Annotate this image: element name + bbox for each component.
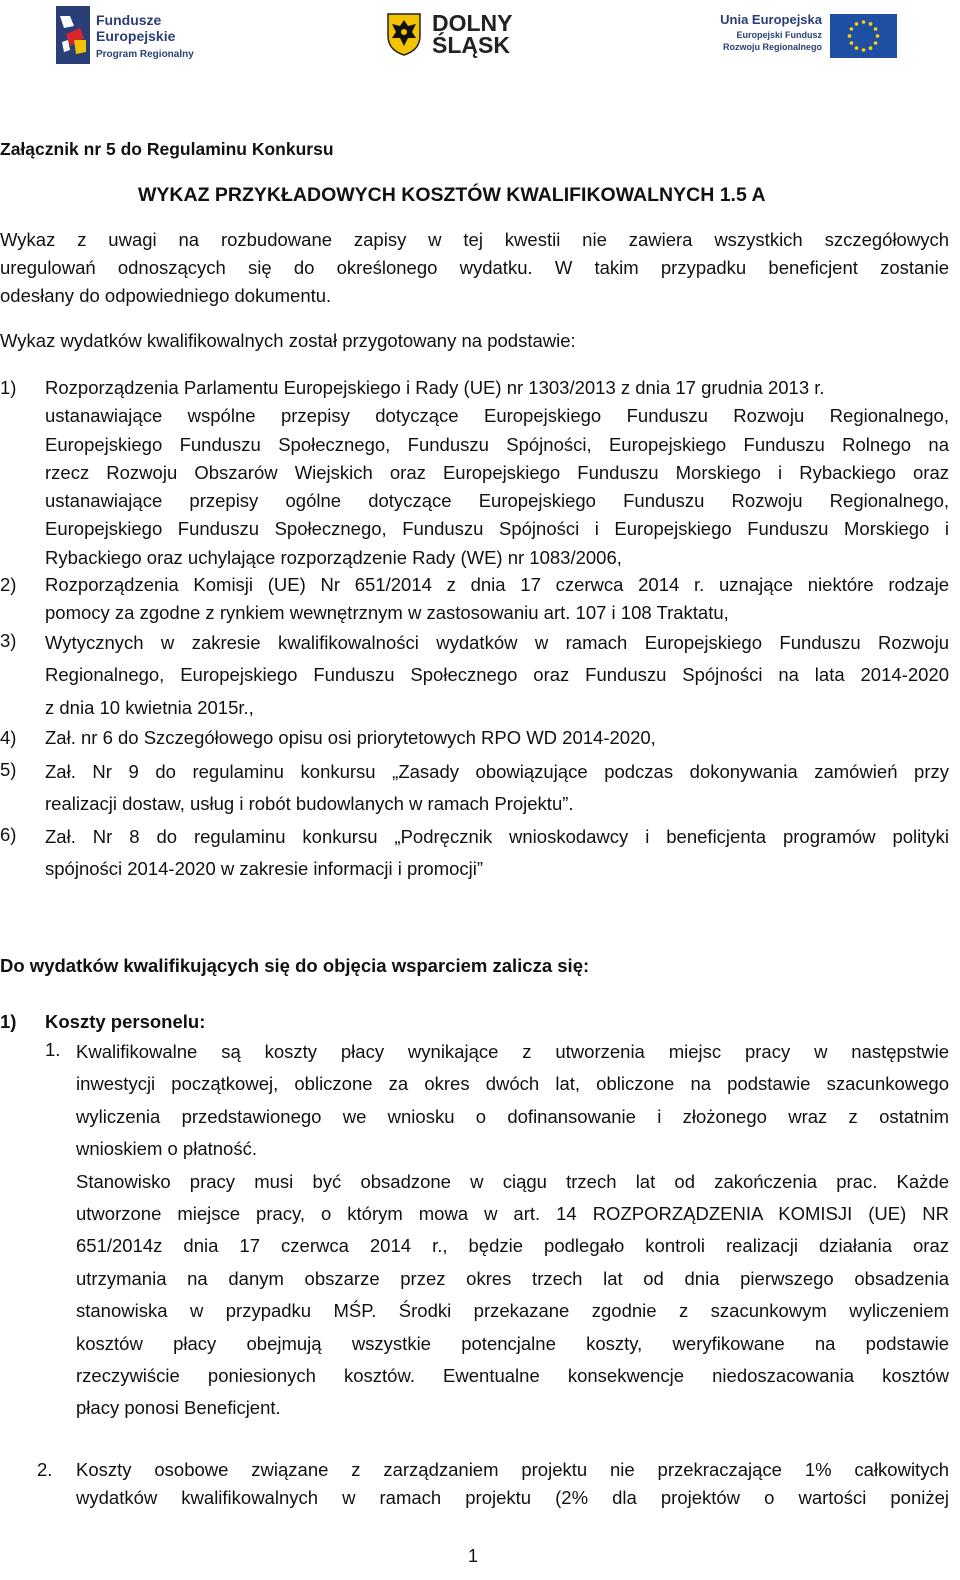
list-item	[45, 374, 949, 572]
unia-europejska-text: Unia Europejska Europejski Fundusz Rozwoju Regionalnego	[720, 12, 822, 52]
list-item-number: 5)	[0, 759, 17, 780]
list-item	[45, 821, 949, 886]
annex-label: Załącznik nr 5 do Regulaminu Konkursu	[0, 139, 334, 159]
list-line: Zał. Nr 9 do regulaminu konkursu „Zasady obowiązujące podczas dokonywania zamówień przy	[45, 761, 949, 782]
list-line: ustanawiające wspólne przepisy dotyczące Europejskiego Funduszu Rozwoju Regionalnego,	[45, 405, 949, 427]
list-item-number: 4)	[0, 727, 17, 748]
fundusze-europejskie-text: Fundusze Europejskie Program Regionalny	[96, 12, 194, 60]
list-item-number: 3)	[0, 630, 17, 651]
basis-sentence: Wykaz wydatków kwalifikowalnych został przygotowany na podstawie:	[0, 330, 576, 351]
unia-europejska-logo	[712, 12, 897, 60]
intro-line: Wykaz z uwagi na rozbudowane zapisy w tej kwestii nie zawiera wszystkich szczegółowych	[0, 229, 949, 250]
point-line: wnioskiem o płatność.	[76, 1138, 257, 1160]
intro-line: uregulowań odnoszących się do określonego wydatku. W takim przypadku beneficjent zostanie	[0, 257, 949, 278]
list-item-number: 1)	[0, 377, 17, 398]
page-number: 1	[468, 1546, 479, 1566]
list-line: pomocy za zgodne z rynkiem wewnętrznym w zastosowaniu art. 107 i 108 Traktatu,	[45, 602, 729, 623]
list-line: spójności 2014-2020 w zakresie informacji i promocji”	[45, 858, 484, 880]
list-item-number: 2)	[0, 574, 17, 595]
section-heading: Do wydatków kwalifikujących się do objęcia wsparciem zalicza się:	[0, 955, 590, 976]
list-line: Rozporządzenia Parlamentu Europejskiego i Rady (UE) nr 1303/2013 z dnia 17 grudnia 2013 r.	[45, 377, 825, 398]
list-line: Wytycznych w zakresie kwalifikowalności wydatków w ramach Europejskiego Funduszu Rozwoju	[45, 632, 949, 653]
dolny-slask-text: DOLNY ŚLĄSK	[432, 10, 513, 58]
list-line: realizacji dostaw, usług i robót budowlanych w ramach Projektu”.	[45, 793, 574, 815]
eu-flag-icon	[830, 14, 897, 58]
point-1-paragraph	[76, 1036, 949, 1425]
eagle-shield-icon	[386, 12, 422, 56]
point-line: Koszty osobowe związane z zarządzaniem projektu nie przekraczające 1% całkowitych	[76, 1459, 949, 1480]
list-item	[45, 571, 949, 627]
list-item	[45, 756, 949, 821]
fundusze-europejskie-mark-icon	[56, 6, 90, 64]
point-line: wyliczenia przedstawionego we wniosku o dofinansowanie i złożonego wraz z ostatnim	[76, 1105, 949, 1127]
sub-heading-number: 1)	[0, 1011, 17, 1032]
point-line: rzeczywiście poniesionych kosztów. Ewentualne konsekwencje niedoszacowania kosztów	[76, 1365, 949, 1387]
point-line: 651/2014z dnia 17 czerwca 2014 r., będzie podlegało kontroli realizacji działania oraz	[76, 1235, 949, 1257]
list-line: rzecz Rozwoju Obszarów Wiejskich oraz Europejskiego Funduszu Morskiego i Rybackiego oraz	[45, 461, 949, 483]
list-line: z dnia 10 kwietnia 2015r.,	[45, 696, 254, 718]
list-line: Rozporządzenia Komisji (UE) Nr 651/2014 z dnia 17 czerwca 2014 r. uznające niektóre rodzaje	[45, 574, 949, 595]
point-2-paragraph	[76, 1456, 949, 1512]
list-line: Europejskiego Funduszu Społecznego, Funduszu Spójności i Europejskiego Funduszu Morskiego i	[45, 518, 949, 540]
point-line: Stanowisko pracy musi być obsadzone w ciągu trzech lat od zakończenia prac. Każde	[76, 1170, 949, 1192]
intro-paragraph	[0, 226, 949, 310]
point-number: 1.	[45, 1039, 61, 1060]
point-number: 2.	[37, 1459, 53, 1480]
list-line: Europejskiego Funduszu Społecznego, Funduszu Spójności, Europejskiego Funduszu Rolnego na	[45, 433, 949, 455]
fundusze-europejskie-logo	[56, 6, 206, 64]
intro-line: odesłany do odpowiedniego dokumentu.	[0, 285, 332, 306]
point-line: stanowiska w przypadku MŚP. Środki przekazane zgodnie z szacunkowym wyliczeniem	[76, 1300, 949, 1322]
point-line: płacy ponosi Beneficjent.	[76, 1397, 281, 1419]
document-title: WYKAZ PRZYKŁADOWYCH KOSZTÓW KWALIFIKOWALNYCH 1.5 A	[138, 184, 766, 206]
point-line: inwestycji początkowej, obliczone za okres dwóch lat, obliczone na podstawie szacunkowego	[76, 1073, 949, 1095]
header-logos	[0, 0, 960, 70]
list-item-number: 6)	[0, 824, 17, 845]
dolny-slask-logo	[386, 12, 521, 60]
sub-heading: Koszty personelu:	[45, 1011, 206, 1032]
list-line: Zał. nr 6 do Szczegółowego opisu osi priorytetowych RPO WD 2014-2020,	[45, 727, 656, 748]
list-line: Regionalnego, Europejskiego Funduszu Społecznego oraz Funduszu Spójności na lata 2014-2020	[45, 664, 949, 686]
point-line: wydatków kwalifikowalnych w ramach projektu (2% dla projektów o wartości poniżej	[76, 1487, 949, 1508]
list-line: Rybackiego oraz uchylające rozporządzenie Rady (WE) nr 1083/2006,	[45, 546, 622, 568]
point-line: kosztów płacy obejmują wszystkie potencjalne koszty, weryfikowane na podstawie	[76, 1332, 949, 1354]
list-line: ustanawiające przepisy ogólne dotyczące Europejskiego Funduszu Rozwoju Regionalnego,	[45, 490, 949, 512]
point-line: utrzymania na danym obszarze przez okres trzech lat od dnia pierwszego obsadzenia	[76, 1267, 949, 1289]
point-line: Kwalifikowalne są koszty płacy wynikające z utworzenia miejsc pracy w następstwie	[76, 1041, 949, 1062]
list-line: Zał. Nr 8 do regulaminu konkursu „Podręcznik wnioskodawcy i beneficjenta programów polityki	[45, 826, 949, 847]
point-line: utworzone miejsce pracy, o którym mowa w art. 14 ROZPORZĄDZENIA KOMISJI (UE) NR	[76, 1203, 949, 1225]
list-item	[45, 627, 949, 724]
